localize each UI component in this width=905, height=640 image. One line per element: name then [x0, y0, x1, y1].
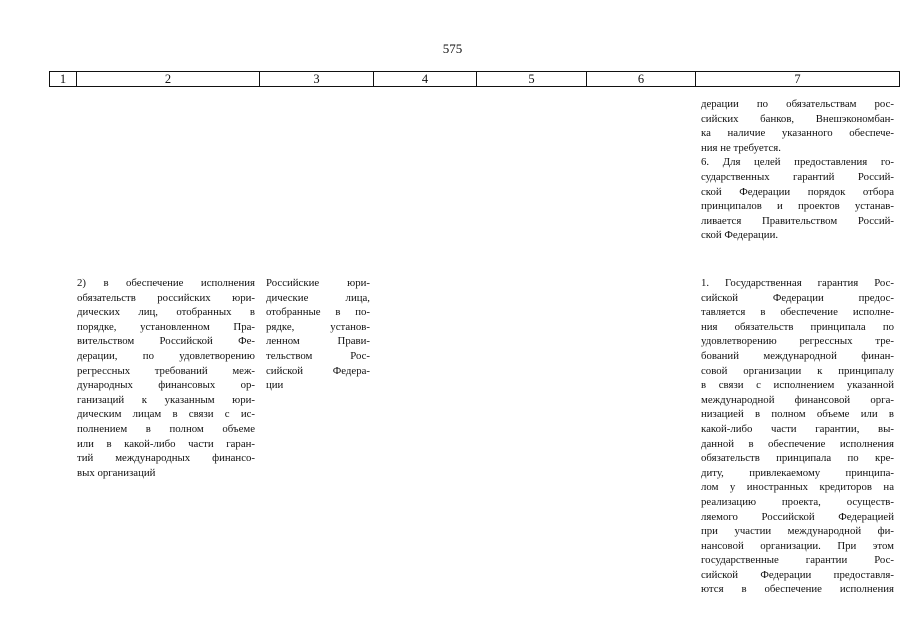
text-line: ской Федерации порядок отбора: [701, 185, 894, 198]
text-line: дические лица,: [266, 291, 370, 304]
text-line: государственные гарантии Рос-: [701, 554, 894, 567]
text-line: ленном Прави-: [266, 335, 370, 348]
text-line: ганизаций к указанным юри-: [77, 393, 255, 406]
text-line: Российские юри-: [266, 277, 370, 289]
text-line: ции: [266, 379, 284, 392]
text-line: международной финансовой орга-: [701, 393, 894, 406]
text-line: лом у иностранных кредиторов на: [701, 481, 894, 494]
text-line: дерации, по удовлетворению: [77, 349, 255, 362]
text-line: сийских банков, Внешэкономбан-: [701, 112, 894, 125]
column-number-header: [49, 71, 900, 87]
text-line: низацией в полном объеме или в: [701, 408, 894, 421]
text-line: порядке, установленном Пра-: [77, 320, 255, 333]
column-number-1: 1: [50, 72, 77, 87]
text-line: ния обязательств принципала по: [701, 320, 894, 333]
text-line: бований международной финан-: [701, 349, 894, 362]
text-line: обязательств российских юри-: [77, 291, 255, 304]
text-line: какой-либо части гарантии, вы-: [701, 422, 894, 435]
text-line: при участии международной фи-: [701, 525, 894, 538]
text-line: сийской Федера-: [266, 364, 370, 377]
text-line: 1. Государственная гарантия Рос-: [701, 277, 894, 289]
text-line: 2) в обеспечение исполнения: [77, 277, 255, 289]
text-line: обязательств принципала по кре-: [701, 452, 894, 465]
column-number-7: 7: [696, 72, 900, 87]
column-number-4: 4: [374, 72, 477, 87]
text-line: дерации по обязательствам рос-: [701, 98, 894, 110]
text-line: ливается Правительством Россий-: [701, 214, 894, 227]
row-col2-text: [77, 276, 255, 480]
text-line: полнением в полном объеме: [77, 422, 255, 435]
column-number-5: 5: [477, 72, 587, 87]
text-line: диту, привлекаемому принципа-: [701, 466, 894, 479]
text-line: нансовой организации. При этом: [701, 539, 894, 552]
column-number-6: 6: [587, 72, 696, 87]
text-line: вых организаций: [77, 466, 156, 479]
text-line: дическим лицам в связи с ис-: [77, 408, 255, 421]
text-line: реализацию проекта, осуществ-: [701, 495, 894, 508]
text-line: совой организации к принципалу: [701, 364, 894, 377]
text-line: 6. Для целей предоставления го-: [701, 156, 894, 169]
text-line: ка наличие указанного обеспече-: [701, 127, 894, 140]
text-line: данной в обеспечение исполнения: [701, 437, 894, 450]
text-line: принципалов и проектов устанав-: [701, 200, 894, 213]
text-line: тавляется в обеспечение исполне-: [701, 306, 894, 319]
text-line: рядке, установ-: [266, 320, 370, 333]
text-line: ской Федерации.: [701, 229, 779, 242]
text-line: дународных финансовых ор-: [77, 379, 255, 392]
col7-continuation-text: [701, 97, 894, 243]
text-line: или в какой-либо части гаран-: [77, 437, 255, 450]
text-line: сийской Федерации предос-: [701, 291, 894, 304]
text-line: сударственных гарантий Россий-: [701, 170, 894, 183]
text-line: ния не требуется.: [701, 141, 781, 154]
text-line: сийской Федерации предоставля-: [701, 568, 894, 581]
row-col7-text: [701, 276, 894, 597]
text-line: регрессных требований меж-: [77, 364, 255, 377]
text-line: дических лиц, отобранных в: [77, 306, 255, 319]
page-number: 575: [442, 41, 463, 56]
row-col3-text: [266, 276, 370, 393]
column-number-2: 2: [77, 72, 260, 87]
text-line: вительством Российской Фе-: [77, 335, 255, 348]
text-line: удовлетворению регрессных тре-: [701, 335, 894, 348]
text-line: тий международных финансо-: [77, 452, 255, 465]
text-line: ляемого Российской Федерацией: [701, 510, 894, 523]
text-line: в связи с исполнением указанной: [701, 379, 894, 392]
column-number-row: [50, 72, 900, 87]
column-number-3: 3: [260, 72, 374, 87]
text-line: ются в обеспечение исполнения: [701, 583, 894, 596]
text-line: отобранные в по-: [266, 306, 370, 319]
text-line: тельством Рос-: [266, 349, 370, 362]
